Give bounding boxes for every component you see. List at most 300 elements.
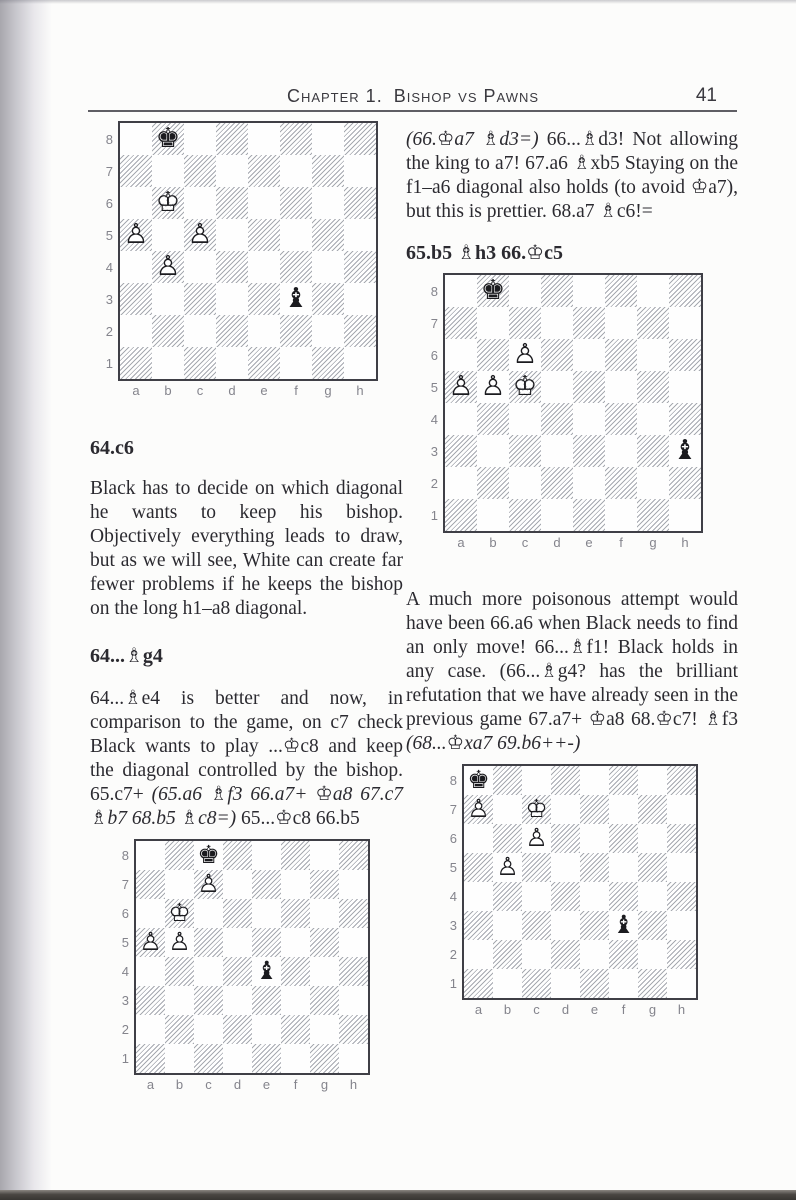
square-b1 xyxy=(165,1044,194,1073)
square-e5 xyxy=(580,853,609,882)
rank-label-7: 7 xyxy=(449,802,457,817)
square-c2 xyxy=(509,467,541,499)
square-b6 xyxy=(493,824,522,853)
square-b5 xyxy=(165,928,194,957)
square-g8 xyxy=(638,766,667,795)
square-e5 xyxy=(252,928,281,957)
square-a2 xyxy=(445,467,477,499)
square-b4 xyxy=(165,957,194,986)
rank-label-7: 7 xyxy=(105,163,113,179)
square-a8 xyxy=(136,841,165,870)
square-f4 xyxy=(280,251,312,283)
square-b6 xyxy=(477,339,509,371)
square-d8 xyxy=(216,123,248,155)
page-bottom-scan-edge xyxy=(0,1190,796,1200)
rank-label-4: 4 xyxy=(105,259,113,275)
square-g5 xyxy=(312,219,344,251)
paragraph-poisonous-attempt xyxy=(406,588,738,756)
paragraph-variation-64e4 xyxy=(90,687,403,831)
piece-bb-e4: ♝ xyxy=(255,956,278,986)
file-label-e: e xyxy=(585,535,593,550)
piece-wp-a5: ♟ ♙ xyxy=(139,930,161,955)
square-f1 xyxy=(280,347,312,379)
rank-label-6: 6 xyxy=(449,831,457,846)
square-f3 xyxy=(609,911,638,940)
square-d3 xyxy=(223,986,252,1015)
square-b5 xyxy=(152,219,184,251)
square-c5 xyxy=(194,928,223,957)
square-b5 xyxy=(477,371,509,403)
text-segment: A much more poisonous attempt would have been 66.a6 when Black needs to find an only move! 66...♗f1! Black holds in any case. (66...♗g4? has the brilliant refutation that we have already seen in the previous game 67.a7+ ♔a8 68.♔c7! ♗f3 xyxy=(406,589,738,730)
square-d4 xyxy=(551,882,580,911)
square-h5 xyxy=(667,853,696,882)
rank-labels xyxy=(427,275,443,533)
file-label-h: h xyxy=(681,535,689,550)
square-g3 xyxy=(312,283,344,315)
square-h8 xyxy=(339,841,368,870)
square-a6 xyxy=(120,187,152,219)
square-e3 xyxy=(580,911,609,940)
rank-label-1: 1 xyxy=(430,507,438,523)
move-heading-64c6: 64.c6 xyxy=(90,437,134,459)
square-e2 xyxy=(248,315,280,347)
square-c5 xyxy=(522,853,551,882)
file-labels xyxy=(445,535,738,550)
square-a6 xyxy=(464,824,493,853)
file-labels xyxy=(120,383,403,398)
square-f8 xyxy=(281,841,310,870)
square-c1 xyxy=(509,499,541,531)
square-d5 xyxy=(216,219,248,251)
file-label-c: c xyxy=(196,383,204,398)
square-e3 xyxy=(248,283,280,315)
left-column xyxy=(90,0,403,1092)
file-label-b: b xyxy=(164,383,172,398)
square-b7 xyxy=(152,155,184,187)
square-h6 xyxy=(669,339,701,371)
square-g3 xyxy=(637,435,669,467)
square-g6 xyxy=(638,824,667,853)
file-label-d: d xyxy=(233,1077,242,1092)
square-b5 xyxy=(493,853,522,882)
square-f6 xyxy=(281,899,310,928)
piece-wp-b5: ♟ ♙ xyxy=(496,855,518,880)
square-g7 xyxy=(312,155,344,187)
rank-label-7: 7 xyxy=(121,877,129,892)
file-label-a: a xyxy=(474,1002,483,1017)
rank-label-4: 4 xyxy=(121,964,129,979)
file-label-h: h xyxy=(349,1077,358,1092)
file-labels xyxy=(464,1002,738,1017)
square-e7 xyxy=(580,795,609,824)
square-b3 xyxy=(493,911,522,940)
square-g3 xyxy=(638,911,667,940)
text-segment: 66...♗d3! Not allowing the king to a7! 67.a6 ♗xb5 Staying on the f1–a6 diagonal also holds (to avoid ♔a7), but this is prettier. 68.a7 ♗c6!= xyxy=(406,129,739,222)
square-e8 xyxy=(248,123,280,155)
square-f4 xyxy=(605,403,637,435)
piece-bb-h3: ♝ xyxy=(672,434,698,467)
file-label-e: e xyxy=(590,1002,599,1017)
square-h2 xyxy=(344,315,376,347)
square-g2 xyxy=(638,940,667,969)
square-d3 xyxy=(541,435,573,467)
square-e7 xyxy=(252,870,281,899)
square-d1 xyxy=(223,1044,252,1073)
square-h2 xyxy=(669,467,701,499)
chess-board-1 xyxy=(118,121,378,381)
file-label-d: d xyxy=(228,383,236,398)
square-a5 xyxy=(136,928,165,957)
square-f2 xyxy=(605,467,637,499)
square-g7 xyxy=(638,795,667,824)
file-label-b: b xyxy=(489,535,497,550)
file-label-f: f xyxy=(619,535,623,550)
rank-label-2: 2 xyxy=(449,947,457,962)
square-a7 xyxy=(120,155,152,187)
piece-wp-c6: ♟ ♙ xyxy=(513,341,538,369)
rank-label-2: 2 xyxy=(430,475,438,491)
square-d2 xyxy=(223,1015,252,1044)
square-e8 xyxy=(252,841,281,870)
square-f3 xyxy=(605,435,637,467)
square-h3 xyxy=(669,435,701,467)
file-label-a: a xyxy=(132,383,140,398)
square-h3 xyxy=(344,283,376,315)
file-label-g: g xyxy=(320,1077,329,1092)
square-f2 xyxy=(280,315,312,347)
square-g7 xyxy=(310,870,339,899)
rank-label-1: 1 xyxy=(121,1051,129,1066)
square-c3 xyxy=(194,986,223,1015)
square-d4 xyxy=(541,403,573,435)
text-segment: (65.a6 ♗f3 66.a7+ ♔a8 67.c7 ♗b7 68.b5 ♗c8=) xyxy=(90,784,403,829)
page-number: 41 xyxy=(695,85,717,106)
square-e7 xyxy=(248,155,280,187)
file-label-g: g xyxy=(648,1002,657,1017)
piece-bk-a8: ♚ xyxy=(467,765,490,795)
square-c7 xyxy=(184,155,216,187)
square-g4 xyxy=(310,957,339,986)
piece-wp-b5: ♟ ♙ xyxy=(168,930,190,955)
square-g4 xyxy=(312,251,344,283)
square-b8 xyxy=(493,766,522,795)
square-b1 xyxy=(493,969,522,998)
rank-label-3: 3 xyxy=(430,443,438,459)
square-d2 xyxy=(216,315,248,347)
square-h2 xyxy=(339,1015,368,1044)
file-labels xyxy=(136,1077,403,1092)
rank-label-8: 8 xyxy=(105,131,113,147)
piece-bb-f3: ♝ xyxy=(612,910,635,940)
square-a8 xyxy=(445,275,477,307)
square-h4 xyxy=(344,251,376,283)
chapter-label: Chapter 1. xyxy=(286,86,383,106)
square-g8 xyxy=(637,275,669,307)
piece-wp-a5: ♟ ♙ xyxy=(449,373,474,401)
square-b8 xyxy=(152,123,184,155)
square-d1 xyxy=(541,499,573,531)
square-c7 xyxy=(522,795,551,824)
square-e4 xyxy=(252,957,281,986)
square-d3 xyxy=(216,283,248,315)
square-a5 xyxy=(120,219,152,251)
square-e4 xyxy=(573,403,605,435)
square-e1 xyxy=(573,499,605,531)
square-a8 xyxy=(464,766,493,795)
paragraph-not-allowing xyxy=(406,128,738,224)
square-e8 xyxy=(573,275,605,307)
square-a7 xyxy=(136,870,165,899)
square-d7 xyxy=(551,795,580,824)
square-b4 xyxy=(477,403,509,435)
square-f7 xyxy=(280,155,312,187)
square-d1 xyxy=(551,969,580,998)
text-segment: 64...♗e4 is better and now, in comparison to the game, on c7 check Black wants to play ...♔c8 and keep the diagonal controlled by the bishop. 65.c7+ xyxy=(90,688,403,805)
square-h6 xyxy=(667,824,696,853)
square-h5 xyxy=(339,928,368,957)
square-a2 xyxy=(136,1015,165,1044)
square-c7 xyxy=(194,870,223,899)
square-f1 xyxy=(609,969,638,998)
square-g5 xyxy=(638,853,667,882)
square-b7 xyxy=(493,795,522,824)
square-e1 xyxy=(248,347,280,379)
square-f5 xyxy=(609,853,638,882)
square-a3 xyxy=(136,986,165,1015)
square-g3 xyxy=(310,986,339,1015)
square-g5 xyxy=(637,371,669,403)
square-c2 xyxy=(184,315,216,347)
square-g1 xyxy=(310,1044,339,1073)
rank-label-6: 6 xyxy=(105,195,113,211)
square-b3 xyxy=(152,283,184,315)
file-label-f: f xyxy=(621,1002,626,1017)
square-d2 xyxy=(551,940,580,969)
square-c1 xyxy=(194,1044,223,1073)
square-g2 xyxy=(637,467,669,499)
rank-label-5: 5 xyxy=(105,227,113,243)
square-c3 xyxy=(522,911,551,940)
square-e6 xyxy=(580,824,609,853)
square-a3 xyxy=(120,283,152,315)
square-a3 xyxy=(445,435,477,467)
rank-label-2: 2 xyxy=(121,1022,129,1037)
chess-diagram-4 xyxy=(446,764,738,1017)
square-c7 xyxy=(509,307,541,339)
square-c4 xyxy=(509,403,541,435)
file-label-d: d xyxy=(561,1002,570,1017)
square-b7 xyxy=(165,870,194,899)
file-label-h: h xyxy=(356,383,364,398)
square-h6 xyxy=(339,899,368,928)
square-d8 xyxy=(541,275,573,307)
square-h8 xyxy=(669,275,701,307)
piece-bk-c8: ♚ xyxy=(197,840,220,870)
square-c3 xyxy=(509,435,541,467)
square-d4 xyxy=(216,251,248,283)
rank-label-6: 6 xyxy=(430,347,438,363)
paragraph-black-decide: Black has to decide on which diagonal he wants to keep his bishop. Objectively everything leads to draw, but as we will see, White can create far fewer problems if he keeps the bishop on the long h1–a8 diagonal. xyxy=(90,478,403,619)
square-a4 xyxy=(120,251,152,283)
square-a1 xyxy=(136,1044,165,1073)
square-e2 xyxy=(252,1015,281,1044)
square-b4 xyxy=(493,882,522,911)
square-f8 xyxy=(609,766,638,795)
chess-diagram-2 xyxy=(427,273,738,550)
square-c6 xyxy=(509,339,541,371)
square-b3 xyxy=(477,435,509,467)
square-h6 xyxy=(344,187,376,219)
square-d6 xyxy=(216,187,248,219)
square-e3 xyxy=(252,986,281,1015)
rank-label-5: 5 xyxy=(430,379,438,395)
square-b2 xyxy=(493,940,522,969)
square-a8 xyxy=(120,123,152,155)
square-f5 xyxy=(281,928,310,957)
square-f4 xyxy=(609,882,638,911)
square-c2 xyxy=(522,940,551,969)
rank-label-3: 3 xyxy=(121,993,129,1008)
square-d2 xyxy=(541,467,573,499)
right-column xyxy=(406,0,738,1017)
move-heading-64g4: 64...♗g4 xyxy=(90,645,163,667)
square-b6 xyxy=(165,899,194,928)
square-f5 xyxy=(605,371,637,403)
chess-diagram-1 xyxy=(102,121,403,398)
chapter-title: Bishop vs Pawns xyxy=(393,86,540,106)
rank-label-1: 1 xyxy=(449,976,457,991)
square-b8 xyxy=(477,275,509,307)
square-e5 xyxy=(248,219,280,251)
square-c6 xyxy=(194,899,223,928)
square-d7 xyxy=(216,155,248,187)
square-c4 xyxy=(522,882,551,911)
square-c8 xyxy=(522,766,551,795)
square-g2 xyxy=(310,1015,339,1044)
square-b2 xyxy=(152,315,184,347)
rank-label-3: 3 xyxy=(105,291,113,307)
square-h7 xyxy=(669,307,701,339)
square-h3 xyxy=(667,911,696,940)
square-c6 xyxy=(522,824,551,853)
rank-label-5: 5 xyxy=(121,935,129,950)
square-a2 xyxy=(464,940,493,969)
piece-wk-c5: ♚ ♔ xyxy=(513,373,538,401)
square-a4 xyxy=(136,957,165,986)
square-g1 xyxy=(638,969,667,998)
square-h4 xyxy=(339,957,368,986)
square-b1 xyxy=(152,347,184,379)
square-g6 xyxy=(637,339,669,371)
chess-board-4 xyxy=(462,764,698,1000)
square-d6 xyxy=(223,899,252,928)
square-g6 xyxy=(310,899,339,928)
square-g6 xyxy=(312,187,344,219)
square-a1 xyxy=(464,969,493,998)
square-g4 xyxy=(638,882,667,911)
square-c6 xyxy=(184,187,216,219)
square-f3 xyxy=(281,986,310,1015)
square-h2 xyxy=(667,940,696,969)
square-f1 xyxy=(605,499,637,531)
square-b8 xyxy=(165,841,194,870)
square-b1 xyxy=(477,499,509,531)
square-f2 xyxy=(609,940,638,969)
square-f8 xyxy=(280,123,312,155)
square-h1 xyxy=(344,347,376,379)
square-a1 xyxy=(120,347,152,379)
rank-labels xyxy=(118,841,134,1075)
square-a7 xyxy=(464,795,493,824)
square-c8 xyxy=(194,841,223,870)
square-a3 xyxy=(464,911,493,940)
piece-wp-a7: ♟ ♙ xyxy=(467,797,489,822)
square-g8 xyxy=(310,841,339,870)
text-segment: 65...♔c8 66.b5 xyxy=(241,808,360,829)
piece-bk-b8: ♚ xyxy=(480,274,506,307)
square-a1 xyxy=(445,499,477,531)
square-f7 xyxy=(605,307,637,339)
square-e8 xyxy=(580,766,609,795)
square-a2 xyxy=(120,315,152,347)
square-e3 xyxy=(573,435,605,467)
square-e6 xyxy=(252,899,281,928)
square-e2 xyxy=(573,467,605,499)
square-g2 xyxy=(312,315,344,347)
square-f5 xyxy=(280,219,312,251)
piece-wk-b6: ♚ ♔ xyxy=(156,189,181,217)
square-h1 xyxy=(339,1044,368,1073)
square-d5 xyxy=(541,371,573,403)
move-heading-65b5: 65.b5 ♗h3 66.♔c5 xyxy=(406,242,563,264)
square-f6 xyxy=(609,824,638,853)
square-f6 xyxy=(605,339,637,371)
square-f6 xyxy=(280,187,312,219)
square-b4 xyxy=(152,251,184,283)
square-a6 xyxy=(445,339,477,371)
chess-board-2 xyxy=(443,273,703,533)
square-e6 xyxy=(248,187,280,219)
file-label-a: a xyxy=(457,535,465,550)
square-g4 xyxy=(637,403,669,435)
square-d6 xyxy=(551,824,580,853)
square-e6 xyxy=(573,339,605,371)
text-segment: (66.♔a7 ♗d3=) xyxy=(406,129,547,150)
chess-diagram-3 xyxy=(118,839,403,1092)
file-label-c: c xyxy=(533,1002,540,1017)
file-label-g: g xyxy=(324,383,332,398)
file-label-e: e xyxy=(260,383,268,398)
rank-label-1: 1 xyxy=(105,355,113,371)
square-h8 xyxy=(667,766,696,795)
piece-wk-c7: ♚ ♔ xyxy=(525,797,547,822)
rank-label-2: 2 xyxy=(105,323,113,339)
piece-bk-b8: ♚ xyxy=(155,122,181,155)
rank-label-8: 8 xyxy=(121,848,129,863)
square-f8 xyxy=(605,275,637,307)
file-label-d: d xyxy=(553,535,561,550)
piece-wk-b6: ♚ ♔ xyxy=(168,901,190,926)
square-c5 xyxy=(184,219,216,251)
piece-wp-c7: ♟ ♙ xyxy=(197,872,219,897)
piece-wp-b5: ♟ ♙ xyxy=(481,373,506,401)
square-b3 xyxy=(165,986,194,1015)
square-f7 xyxy=(281,870,310,899)
file-label-f: f xyxy=(293,1077,298,1092)
rank-labels xyxy=(102,123,118,381)
file-label-c: c xyxy=(521,535,529,550)
piece-wp-b4: ♟ ♙ xyxy=(156,253,181,281)
